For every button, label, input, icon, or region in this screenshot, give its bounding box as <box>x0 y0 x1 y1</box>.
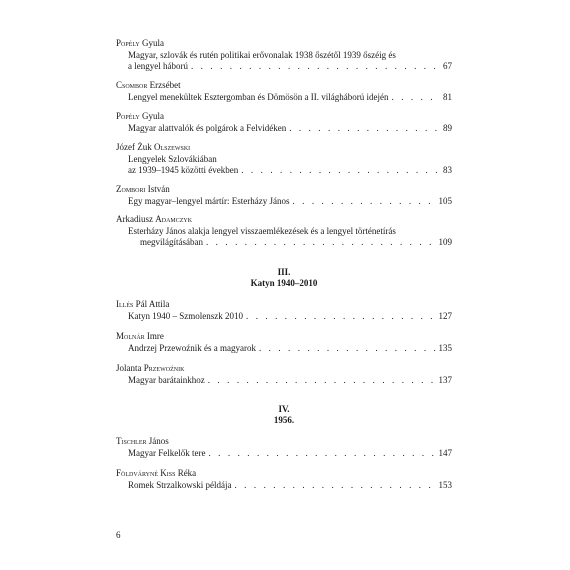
title-line: Magyar, szlovák és rutén politikai erővonalak 1938 őszétől 1939 őszéig és <box>128 49 396 60</box>
title-last-line: Andrzej Przewoźnik és a magyarok <box>128 342 256 353</box>
leader-dots <box>289 123 440 135</box>
entry-author <box>116 468 452 480</box>
author-first-name: Arkadiusz <box>116 214 153 224</box>
title-last-line: Katyn 1940 – Szmolenszk 2010 <box>128 310 243 321</box>
leader-dots <box>208 375 436 387</box>
title-last-line: Romek Strzalkowski példája <box>128 479 232 490</box>
section-heading <box>116 267 452 289</box>
section-title: 1956. <box>273 415 295 425</box>
entry-title <box>116 375 452 387</box>
entry-author <box>116 80 452 92</box>
author-last-name: Pál Attila <box>135 299 170 309</box>
author-last-name: Przewoźnik <box>143 363 185 373</box>
leader-dots <box>246 311 436 323</box>
toc-entry <box>116 299 452 322</box>
toc-entry <box>116 184 452 207</box>
toc-entry <box>116 331 452 354</box>
toc-entry <box>116 214 452 249</box>
section-heading <box>116 404 452 426</box>
author-first-name: Földváryné Kiss <box>116 468 176 478</box>
page-ref: 109 <box>438 237 452 247</box>
entry-author <box>116 111 452 123</box>
title-last-line: Lengyel menekültek Esztergomban és Dömösön a II. világháború idején <box>128 91 389 102</box>
entry-title <box>116 92 452 104</box>
author-last-name: Réka <box>177 468 197 478</box>
toc-entry <box>116 363 452 386</box>
section-title: Katyn 1940–2010 <box>250 278 318 288</box>
author-last-name: Adamczyk <box>155 214 193 224</box>
entry-title <box>116 311 452 323</box>
author-first-name: Józef Żuk <box>116 142 152 152</box>
entry-author <box>116 38 452 50</box>
title-line: Esterházy János alakja lengyel visszaemlékezések és a lengyel történetírás <box>128 225 396 236</box>
leader-dots <box>234 480 435 492</box>
entry-author <box>116 142 452 154</box>
title-last-line: Magyar alattvalók és polgárok a Felvidéken <box>128 122 287 133</box>
toc-entry <box>116 80 452 103</box>
author-first-name: Jolanta <box>116 363 142 373</box>
entry-title <box>116 480 452 492</box>
author-last-name: Erzsébet <box>149 80 181 90</box>
title-last-line: Egy magyar–lengyel mártír: Esterházy János <box>128 195 290 206</box>
leader-dots <box>208 448 435 460</box>
entry-author <box>116 184 452 196</box>
author-last-name: Gyula <box>142 111 164 121</box>
toc-entry <box>116 436 452 459</box>
leader-dots <box>392 92 440 104</box>
toc-entry <box>116 111 452 134</box>
leader-dots <box>191 61 440 73</box>
entry-author <box>116 436 452 448</box>
page-ref: 89 <box>443 122 452 133</box>
entry-title <box>116 343 452 355</box>
author-first-name: Popély <box>116 38 140 48</box>
author-last-name: Imre <box>146 331 164 341</box>
title-last-line: a lengyel háború <box>128 61 188 71</box>
entry-title <box>116 226 452 249</box>
entry-title <box>116 448 452 460</box>
title-last-line: Magyar barátainkhoz <box>128 374 205 385</box>
entry-author <box>116 214 452 226</box>
toc-entry <box>116 38 452 73</box>
toc-entry <box>116 142 452 177</box>
author-last-name: Gyula <box>142 38 164 48</box>
author-first-name: Molnár <box>116 331 145 341</box>
entry-title <box>116 154 452 177</box>
author-first-name: Zombori <box>116 184 146 194</box>
page-ref: 153 <box>438 479 452 490</box>
leader-dots <box>206 237 436 249</box>
page-ref: 83 <box>443 165 452 175</box>
title-line: Lengyelek Szlovákiában <box>128 153 217 164</box>
entry-title <box>116 50 452 73</box>
leader-dots <box>259 343 436 355</box>
entry-title <box>116 196 452 208</box>
page-ref: 127 <box>438 310 452 321</box>
leader-dots <box>292 196 435 208</box>
section-numeral: IV. <box>278 404 290 414</box>
page-ref: 81 <box>443 91 452 102</box>
entry-title <box>116 123 452 135</box>
leader-dots <box>241 165 440 177</box>
author-last-name: Olszewski <box>154 142 191 152</box>
page-ref: 67 <box>443 61 452 71</box>
page-number: 6 <box>116 530 121 540</box>
page-ref: 135 <box>438 342 452 353</box>
page-ref: 137 <box>438 374 452 385</box>
author-last-name: János <box>148 436 169 446</box>
toc-entry <box>116 468 452 491</box>
author-first-name: Csombor <box>116 80 148 90</box>
section-numeral: III. <box>277 267 291 277</box>
title-last-line: megvilágításában <box>140 237 203 247</box>
entry-author <box>116 299 452 311</box>
page-ref: 147 <box>438 447 452 458</box>
author-first-name: Popély <box>116 111 140 121</box>
entry-author <box>116 363 452 375</box>
author-first-name: Tischler <box>116 436 147 446</box>
author-first-name: Illés <box>116 299 134 309</box>
author-last-name: István <box>147 184 170 194</box>
entry-author <box>116 331 452 343</box>
page-ref: 105 <box>438 195 452 206</box>
title-last-line: Magyar Felkelők tere <box>128 447 206 458</box>
title-last-line: az 1939–1945 közötti években <box>128 165 239 175</box>
